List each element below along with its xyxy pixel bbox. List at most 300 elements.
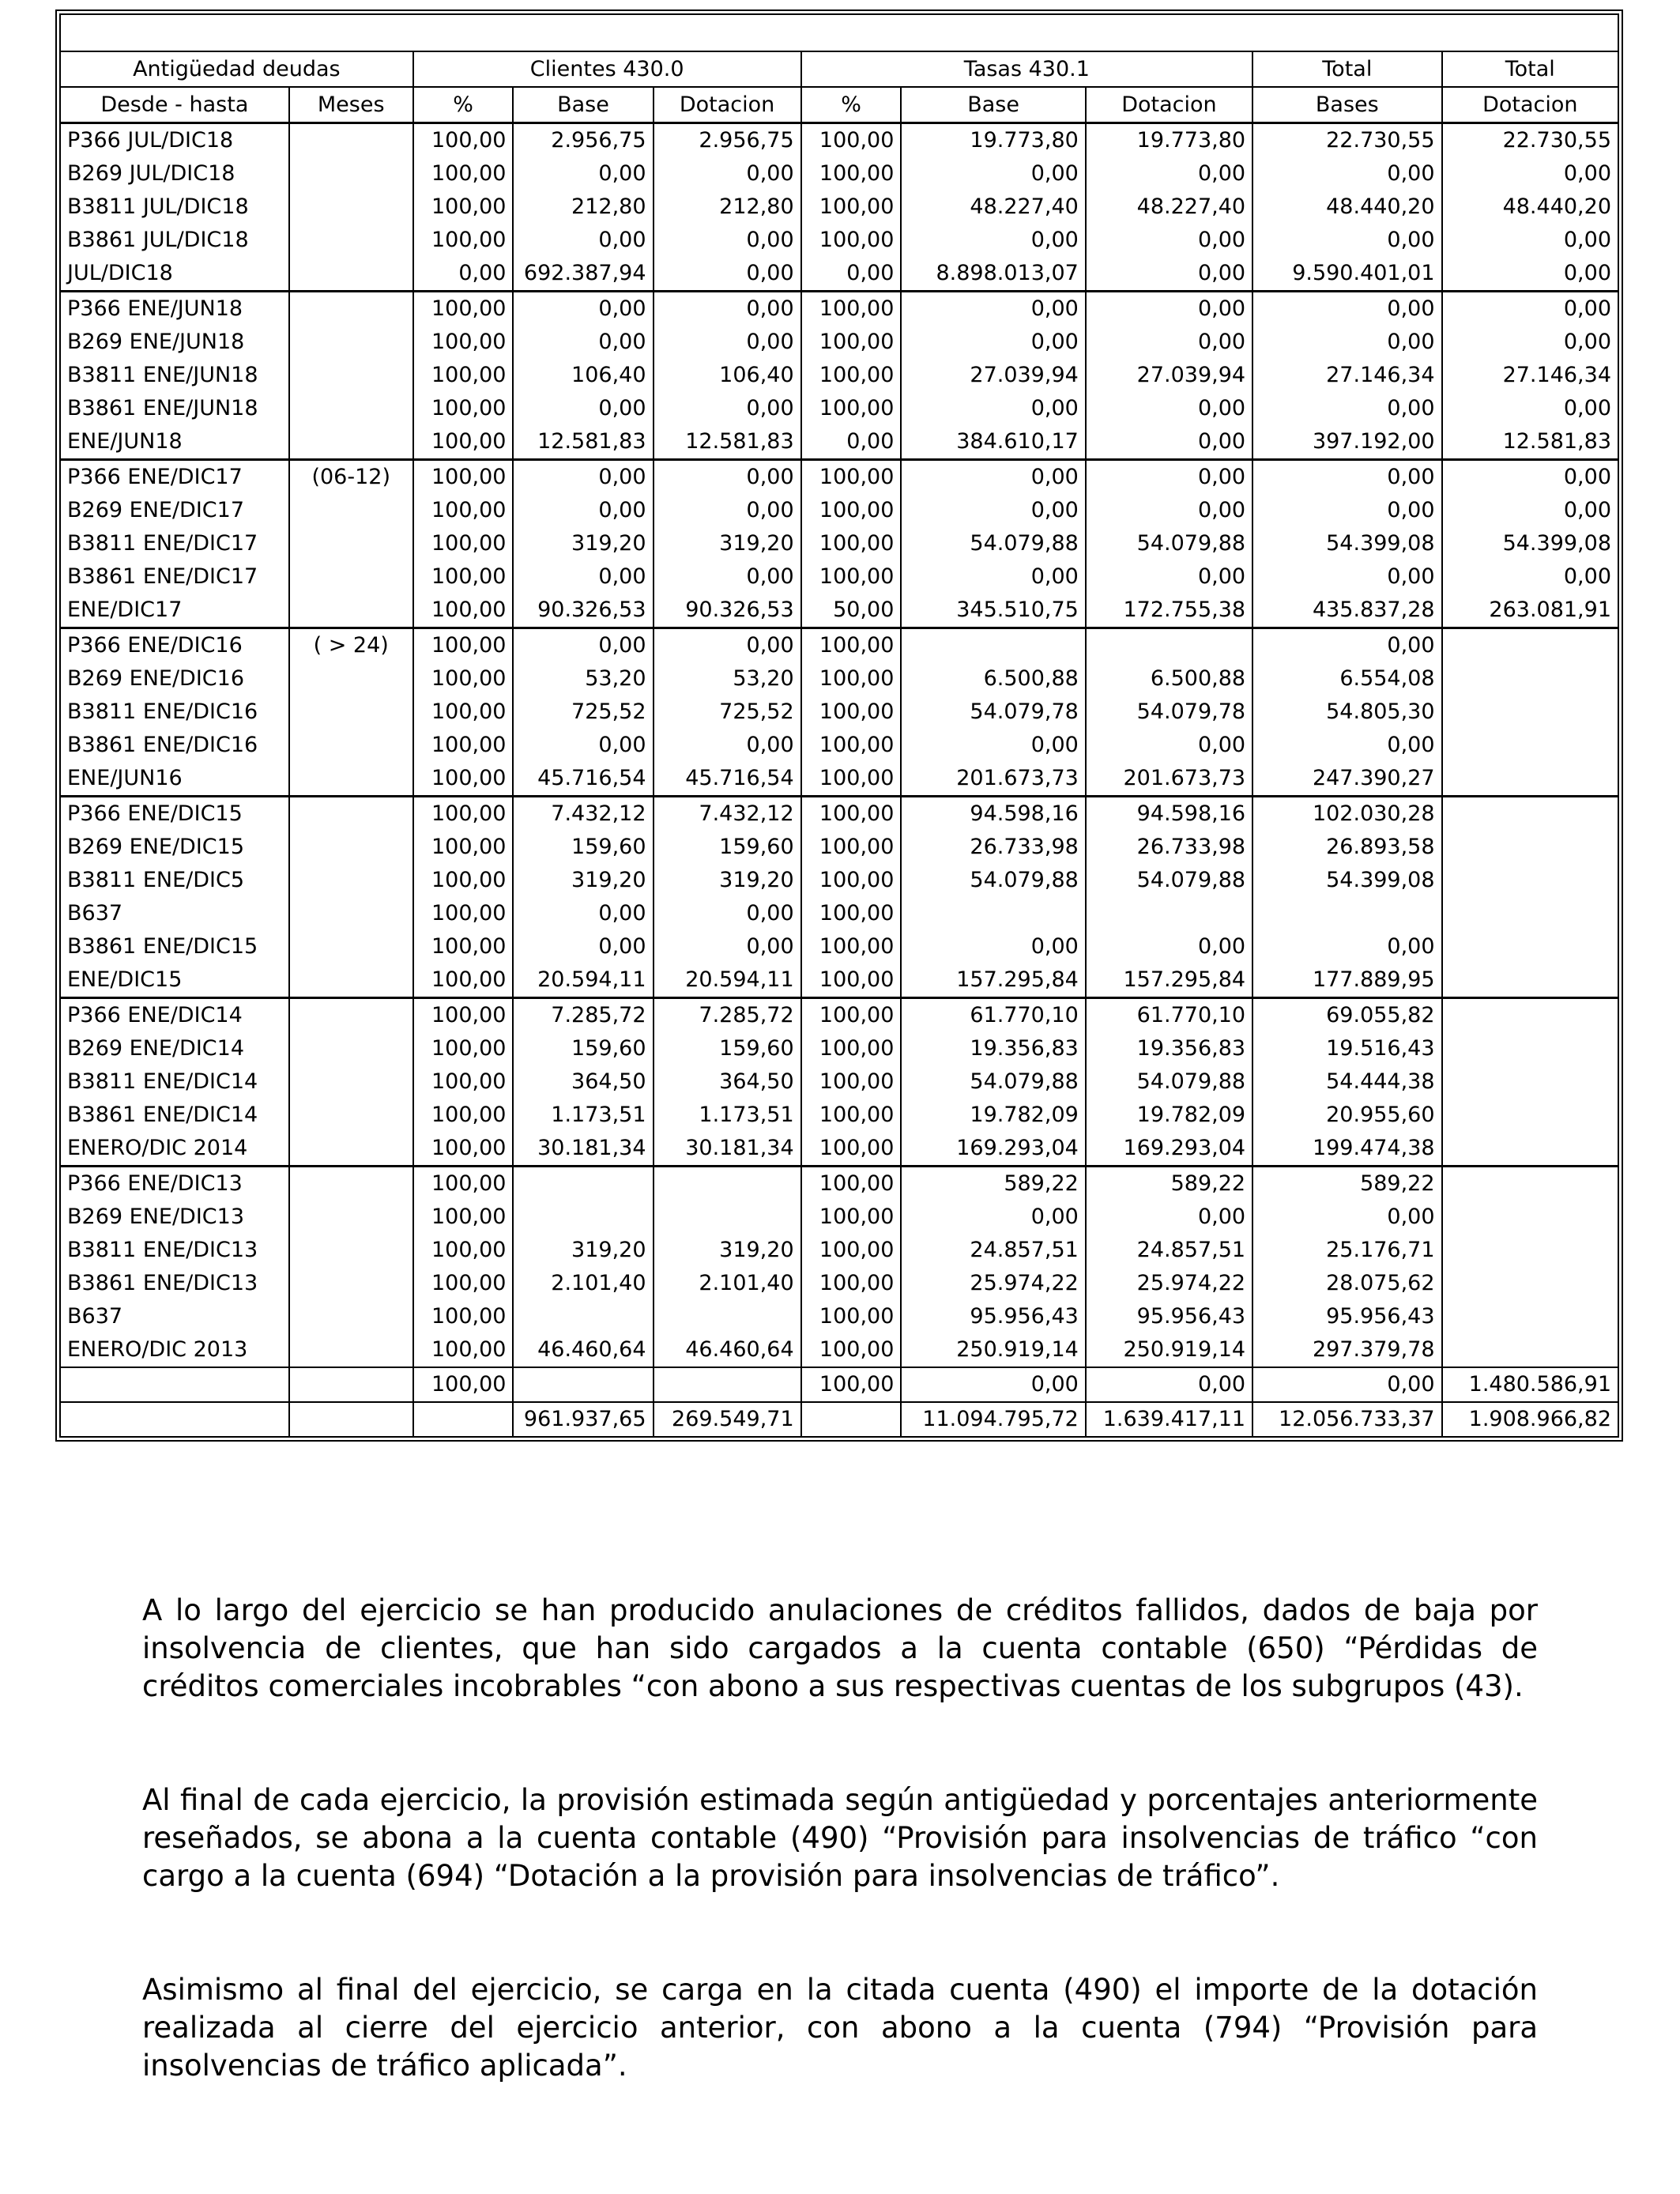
cell-desde-hasta: ENERO/DIC 2014 [60, 1132, 289, 1167]
cell-tasas-base: 589,22 [901, 1167, 1085, 1201]
cell-clientes-base [513, 1300, 653, 1333]
cell-total-dotacion [1442, 897, 1618, 930]
cell-tasas-dotacion: 19.782,09 [1086, 1099, 1252, 1132]
table-row [60, 359, 1618, 392]
total-row [60, 1402, 1618, 1437]
cell-total-dotacion: 54.399,08 [1442, 527, 1618, 560]
cell-tasas-base: 0,00 [901, 560, 1085, 594]
cell-desde-hasta: P366 ENE/DIC14 [60, 998, 289, 1033]
cell-clientes-base: 1.173,51 [513, 1099, 653, 1132]
cell-clientes-dotacion: 46.460,64 [654, 1333, 801, 1367]
cell-desde-hasta: B637 [60, 897, 289, 930]
header-total-bases: Total [1252, 51, 1441, 87]
cell-clientes-base: 212,80 [513, 190, 653, 224]
cell-tasas-dotacion: 0,00 [1086, 157, 1252, 190]
table-row [60, 123, 1618, 158]
cell-clientes-pct: 100,00 [413, 359, 514, 392]
cell-total-bases: 0,00 [1252, 224, 1441, 257]
cell-total-dotacion: 263.081,91 [1442, 594, 1618, 628]
debt-aging-table-frame [55, 9, 1623, 1442]
cell-clientes-dotacion: 0,00 [654, 326, 801, 359]
cell-tasas-base: 54.079,88 [901, 527, 1085, 560]
cell-meses [289, 123, 413, 158]
cell-desde-hasta: B269 JUL/DIC18 [60, 157, 289, 190]
cell-meses [289, 797, 413, 831]
table-row [60, 1132, 1618, 1167]
cell-tasas-dotacion: 24.857,51 [1086, 1234, 1252, 1267]
cell-tasas-base: 0,00 [901, 1367, 1085, 1402]
cell-total-dotacion [1442, 998, 1618, 1033]
cell-tasas-pct: 100,00 [801, 662, 902, 696]
cell-tasas-base: 19.356,83 [901, 1032, 1085, 1065]
cell-total-dotacion [1442, 864, 1618, 897]
cell-tasas-base: 0,00 [901, 1201, 1085, 1234]
table-row [60, 1099, 1618, 1132]
cell-clientes-base: 364,50 [513, 1065, 653, 1099]
cell-meses [289, 157, 413, 190]
cell-total-dotacion: 0,00 [1442, 460, 1618, 495]
cell-total-bases: 177.889,95 [1252, 963, 1441, 998]
cell-total-dotacion [1442, 729, 1618, 762]
cell-tasas-base: 24.857,51 [901, 1234, 1085, 1267]
cell-tasas-pct: 100,00 [801, 729, 902, 762]
cell-meses [289, 1367, 413, 1402]
table-row [60, 1333, 1618, 1367]
cell-meses [289, 1267, 413, 1300]
cell-tasas-pct: 100,00 [801, 224, 902, 257]
cell-clientes-dotacion: 12.581,83 [654, 425, 801, 460]
cell-clientes-pct: 100,00 [413, 1333, 514, 1367]
cell-tasas-pct: 0,00 [801, 425, 902, 460]
cell-meses [289, 1132, 413, 1167]
cell-total-dotacion [1442, 963, 1618, 998]
cell-meses [289, 224, 413, 257]
cell-tasas-dotacion: 0,00 [1086, 224, 1252, 257]
cell-tasas-pct: 100,00 [801, 157, 902, 190]
cell-total-bases: 28.075,62 [1252, 1267, 1441, 1300]
cell-clientes-pct: 100,00 [413, 190, 514, 224]
cell-meses [289, 292, 413, 326]
cell-tasas-pct: 100,00 [801, 359, 902, 392]
table-row [60, 257, 1618, 292]
cell-total-bases: 0,00 [1252, 628, 1441, 663]
cell-tasas-dotacion: 61.770,10 [1086, 998, 1252, 1033]
cell-tasas-pct: 100,00 [801, 392, 902, 425]
cell-desde-hasta: ENE/JUN18 [60, 425, 289, 460]
cell-desde-hasta: B3811 JUL/DIC18 [60, 190, 289, 224]
table-row [60, 662, 1618, 696]
cell-total-bases: 297.379,78 [1252, 1333, 1441, 1367]
cell-clientes-dotacion: 106,40 [654, 359, 801, 392]
cell-desde-hasta: B3861 JUL/DIC18 [60, 224, 289, 257]
cell-meses [289, 425, 413, 460]
cell-clientes-pct: 100,00 [413, 1300, 514, 1333]
cell-total-dotacion [1442, 1032, 1618, 1065]
cell-meses [289, 662, 413, 696]
cell-clientes-base: 159,60 [513, 831, 653, 864]
cell-total-dotacion [1442, 1267, 1618, 1300]
cell-clientes-dotacion: 319,20 [654, 527, 801, 560]
cell-total-bases: 12.056.733,37 [1252, 1402, 1441, 1437]
cell-tasas-pct: 100,00 [801, 897, 902, 930]
cell-meses [289, 190, 413, 224]
cell-meses [289, 762, 413, 797]
cell-total-bases: 0,00 [1252, 326, 1441, 359]
cell-meses [289, 696, 413, 729]
cell-clientes-pct: 100,00 [413, 930, 514, 963]
cell-total-bases: 102.030,28 [1252, 797, 1441, 831]
cell-clientes-dotacion: 90.326,53 [654, 594, 801, 628]
cell-clientes-dotacion: 0,00 [654, 897, 801, 930]
cell-clientes-base: 0,00 [513, 392, 653, 425]
cell-tasas-base: 26.733,98 [901, 831, 1085, 864]
cell-clientes-dotacion: 20.594,11 [654, 963, 801, 998]
cell-meses [289, 930, 413, 963]
header-tasas-base: Base [901, 87, 1085, 123]
cell-tasas-dotacion: 0,00 [1086, 930, 1252, 963]
cell-meses [289, 494, 413, 527]
cell-clientes-dotacion: 0,00 [654, 729, 801, 762]
table-row [60, 1032, 1618, 1065]
cell-tasas-pct: 100,00 [801, 998, 902, 1033]
cell-tasas-base: 201.673,73 [901, 762, 1085, 797]
header-row-1 [60, 51, 1618, 87]
cell-tasas-base: 0,00 [901, 292, 1085, 326]
header-tasas: Tasas 430.1 [801, 51, 1252, 87]
cell-meses [289, 1300, 413, 1333]
cell-tasas-dotacion: 54.079,88 [1086, 527, 1252, 560]
cell-tasas-dotacion: 157.295,84 [1086, 963, 1252, 998]
cell-clientes-base: 106,40 [513, 359, 653, 392]
cell-meses [289, 963, 413, 998]
cell-tasas-pct: 100,00 [801, 326, 902, 359]
cell-tasas-dotacion: 1.639.417,11 [1086, 1402, 1252, 1437]
cell-total-bases: 0,00 [1252, 157, 1441, 190]
cell-clientes-pct: 100,00 [413, 123, 514, 158]
table-row [60, 594, 1618, 628]
cell-clientes-pct: 100,00 [413, 494, 514, 527]
cell-tasas-dotacion: 0,00 [1086, 560, 1252, 594]
header-dotacion: Dotacion [1442, 87, 1618, 123]
table-row [60, 1267, 1618, 1300]
cell-meses [289, 594, 413, 628]
header-tasas-pct: % [801, 87, 902, 123]
cell-desde-hasta: B3811 ENE/DIC5 [60, 864, 289, 897]
table-row [60, 762, 1618, 797]
cell-desde-hasta: B637 [60, 1300, 289, 1333]
cell-tasas-dotacion: 19.356,83 [1086, 1032, 1252, 1065]
cell-meses [289, 359, 413, 392]
cell-clientes-base: 12.581,83 [513, 425, 653, 460]
table-row [60, 864, 1618, 897]
cell-tasas-pct: 100,00 [801, 930, 902, 963]
cell-tasas-dotacion: 0,00 [1086, 494, 1252, 527]
cell-tasas-dotacion: 589,22 [1086, 1167, 1252, 1201]
cell-clientes-base: 0,00 [513, 326, 653, 359]
cell-tasas-base: 250.919,14 [901, 1333, 1085, 1367]
cell-desde-hasta: P366 ENE/DIC15 [60, 797, 289, 831]
cell-tasas-base: 169.293,04 [901, 1132, 1085, 1167]
cell-clientes-base: 7.432,12 [513, 797, 653, 831]
cell-total-dotacion: 1.480.586,91 [1442, 1367, 1618, 1402]
cell-tasas-base: 54.079,78 [901, 696, 1085, 729]
cell-clientes-dotacion: 0,00 [654, 257, 801, 292]
cell-clientes-dotacion: 1.173,51 [654, 1099, 801, 1132]
cell-meses: ( > 24) [289, 628, 413, 663]
cell-tasas-dotacion: 25.974,22 [1086, 1267, 1252, 1300]
cell-clientes-base: 0,00 [513, 460, 653, 495]
cell-total-bases: 589,22 [1252, 1167, 1441, 1201]
table-row [60, 831, 1618, 864]
table-row [60, 326, 1618, 359]
table-body [60, 14, 1618, 1437]
cell-clientes-base: 2.101,40 [513, 1267, 653, 1300]
cell-total-bases: 0,00 [1252, 392, 1441, 425]
table-row [60, 392, 1618, 425]
table-row [60, 1201, 1618, 1234]
cell-total-bases: 0,00 [1252, 1367, 1441, 1402]
cell-tasas-pct: 100,00 [801, 1234, 902, 1267]
cell-clientes-base: 2.956,75 [513, 123, 653, 158]
cell-tasas-pct: 100,00 [801, 1167, 902, 1201]
cell-clientes-pct: 100,00 [413, 1132, 514, 1167]
cell-tasas-pct: 100,00 [801, 292, 902, 326]
cell-total-bases: 54.805,30 [1252, 696, 1441, 729]
cell-meses [289, 1167, 413, 1201]
cell-tasas-base [901, 628, 1085, 663]
cell-meses [289, 1065, 413, 1099]
cell-desde-hasta: P366 ENE/DIC13 [60, 1167, 289, 1201]
cell-tasas-dotacion: 0,00 [1086, 392, 1252, 425]
total-row [60, 1367, 1618, 1402]
table-title-row [60, 14, 1618, 51]
cell-clientes-base: 0,00 [513, 292, 653, 326]
cell-tasas-dotacion: 94.598,16 [1086, 797, 1252, 831]
cell-total-dotacion [1442, 1201, 1618, 1234]
cell-meses [289, 326, 413, 359]
cell-tasas-dotacion: 48.227,40 [1086, 190, 1252, 224]
cell-tasas-base: 11.094.795,72 [901, 1402, 1085, 1437]
cell-tasas-dotacion: 6.500,88 [1086, 662, 1252, 696]
cell-tasas-pct: 100,00 [801, 1267, 902, 1300]
cell-desde-hasta: B3811 ENE/DIC17 [60, 527, 289, 560]
cell-tasas-dotacion: 201.673,73 [1086, 762, 1252, 797]
cell-tasas-pct: 100,00 [801, 1367, 902, 1402]
table-row [60, 1065, 1618, 1099]
table-row [60, 930, 1618, 963]
cell-total-dotacion: 0,00 [1442, 257, 1618, 292]
cell-tasas-pct: 100,00 [801, 1099, 902, 1132]
cell-tasas-dotacion: 27.039,94 [1086, 359, 1252, 392]
cell-tasas-dotacion: 54.079,88 [1086, 1065, 1252, 1099]
cell-clientes-pct: 0,00 [413, 257, 514, 292]
cell-total-dotacion [1442, 797, 1618, 831]
cell-tasas-base: 157.295,84 [901, 963, 1085, 998]
cell-total-dotacion [1442, 1065, 1618, 1099]
cell-desde-hasta: P366 ENE/DIC16 [60, 628, 289, 663]
header-clientes: Clientes 430.0 [413, 51, 801, 87]
cell-meses [289, 998, 413, 1033]
cell-total-dotacion: 0,00 [1442, 494, 1618, 527]
cell-clientes-dotacion: 319,20 [654, 1234, 801, 1267]
cell-clientes-pct: 100,00 [413, 628, 514, 663]
cell-clientes-base: 692.387,94 [513, 257, 653, 292]
cell-total-bases: 27.146,34 [1252, 359, 1441, 392]
cell-tasas-pct: 100,00 [801, 864, 902, 897]
cell-clientes-base: 20.594,11 [513, 963, 653, 998]
cell-tasas-pct: 100,00 [801, 628, 902, 663]
cell-clientes-dotacion: 30.181,34 [654, 1132, 801, 1167]
cell-tasas-dotacion: 250.919,14 [1086, 1333, 1252, 1367]
cell-tasas-pct: 100,00 [801, 1333, 902, 1367]
cell-clientes-dotacion: 319,20 [654, 864, 801, 897]
cell-tasas-dotacion: 172.755,38 [1086, 594, 1252, 628]
cell-tasas-base: 384.610,17 [901, 425, 1085, 460]
cell-total-dotacion [1442, 696, 1618, 729]
cell-clientes-base: 0,00 [513, 897, 653, 930]
cell-tasas-base: 54.079,88 [901, 864, 1085, 897]
cell-clientes-pct: 100,00 [413, 1032, 514, 1065]
cell-total-dotacion [1442, 1300, 1618, 1333]
cell-total-dotacion [1442, 1167, 1618, 1201]
cell-meses [289, 1234, 413, 1267]
cell-clientes-base: 319,20 [513, 1234, 653, 1267]
cell-desde-hasta: JUL/DIC18 [60, 257, 289, 292]
cell-clientes-pct: 100,00 [413, 729, 514, 762]
cell-clientes-pct: 100,00 [413, 762, 514, 797]
cell-total-bases: 435.837,28 [1252, 594, 1441, 628]
cell-total-bases [1252, 897, 1441, 930]
cell-clientes-pct: 100,00 [413, 1367, 514, 1402]
cell-clientes-pct: 100,00 [413, 864, 514, 897]
cell-total-dotacion: 12.581,83 [1442, 425, 1618, 460]
cell-tasas-pct [801, 1402, 902, 1437]
cell-clientes-pct: 100,00 [413, 1234, 514, 1267]
cell-clientes-pct: 100,00 [413, 998, 514, 1033]
cell-clientes-dotacion: 0,00 [654, 292, 801, 326]
cell-clientes-pct: 100,00 [413, 560, 514, 594]
cell-total-bases: 25.176,71 [1252, 1234, 1441, 1267]
header-clientes-dotacion: Dotacion [654, 87, 801, 123]
cell-clientes-dotacion: 0,00 [654, 560, 801, 594]
cell-clientes-base: 319,20 [513, 864, 653, 897]
cell-tasas-base: 19.773,80 [901, 123, 1085, 158]
cell-tasas-pct: 50,00 [801, 594, 902, 628]
cell-total-dotacion: 0,00 [1442, 326, 1618, 359]
cell-desde-hasta: B269 ENE/DIC16 [60, 662, 289, 696]
cell-clientes-base: 0,00 [513, 560, 653, 594]
cell-tasas-pct: 100,00 [801, 123, 902, 158]
cell-tasas-pct: 100,00 [801, 1201, 902, 1234]
cell-tasas-pct: 0,00 [801, 257, 902, 292]
table-row [60, 998, 1618, 1033]
cell-clientes-dotacion [654, 1367, 801, 1402]
cell-tasas-base: 48.227,40 [901, 190, 1085, 224]
cell-desde-hasta: B3861 ENE/DIC13 [60, 1267, 289, 1300]
cell-total-dotacion: 22.730,55 [1442, 123, 1618, 158]
header-bases: Bases [1252, 87, 1441, 123]
table-row [60, 897, 1618, 930]
cell-clientes-base [513, 1167, 653, 1201]
cell-total-dotacion [1442, 1099, 1618, 1132]
paragraph-dotacion-anterior: Asimismo al final del ejercicio, se carga en la citada cuenta (490) el importe de la dotación realizada al cierre del ejercicio anterior, con abono a la cuenta (794) “Provisión para insolvencias de tráfico aplicada”. [142, 1973, 1538, 2083]
cell-tasas-pct: 100,00 [801, 560, 902, 594]
cell-tasas-dotacion: 54.079,88 [1086, 864, 1252, 897]
cell-tasas-base: 0,00 [901, 460, 1085, 495]
table-row [60, 797, 1618, 831]
cell-clientes-dotacion: 2.956,75 [654, 123, 801, 158]
cell-desde-hasta [60, 1367, 289, 1402]
cell-clientes-pct: 100,00 [413, 1167, 514, 1201]
cell-total-dotacion [1442, 762, 1618, 797]
cell-clientes-base: 961.937,65 [513, 1402, 653, 1437]
cell-tasas-dotacion: 0,00 [1086, 257, 1252, 292]
debt-aging-table [59, 13, 1619, 1438]
cell-meses [289, 1099, 413, 1132]
cell-desde-hasta: B3811 ENE/DIC14 [60, 1065, 289, 1099]
cell-desde-hasta: B3811 ENE/DIC13 [60, 1234, 289, 1267]
cell-desde-hasta: B3861 ENE/DIC16 [60, 729, 289, 762]
cell-total-dotacion: 0,00 [1442, 157, 1618, 190]
cell-total-bases: 0,00 [1252, 930, 1441, 963]
cell-clientes-pct: 100,00 [413, 1065, 514, 1099]
table-row [60, 1300, 1618, 1333]
cell-total-dotacion [1442, 831, 1618, 864]
cell-clientes-dotacion: 0,00 [654, 392, 801, 425]
cell-clientes-pct: 100,00 [413, 527, 514, 560]
table-row [60, 190, 1618, 224]
cell-tasas-dotacion [1086, 897, 1252, 930]
cell-total-bases: 6.554,08 [1252, 662, 1441, 696]
cell-desde-hasta: B269 ENE/DIC14 [60, 1032, 289, 1065]
cell-total-dotacion: 48.440,20 [1442, 190, 1618, 224]
cell-meses [289, 392, 413, 425]
cell-tasas-dotacion: 0,00 [1086, 326, 1252, 359]
cell-tasas-pct: 100,00 [801, 527, 902, 560]
cell-tasas-dotacion: 0,00 [1086, 425, 1252, 460]
cell-clientes-base: 46.460,64 [513, 1333, 653, 1367]
cell-clientes-dotacion [654, 1201, 801, 1234]
cell-tasas-pct: 100,00 [801, 190, 902, 224]
cell-tasas-base: 6.500,88 [901, 662, 1085, 696]
cell-tasas-pct: 100,00 [801, 1065, 902, 1099]
cell-tasas-dotacion: 0,00 [1086, 1367, 1252, 1402]
cell-tasas-base: 95.956,43 [901, 1300, 1085, 1333]
cell-clientes-pct: 100,00 [413, 1099, 514, 1132]
header-tasas-dotacion: Dotacion [1086, 87, 1252, 123]
cell-desde-hasta: B269 ENE/JUN18 [60, 326, 289, 359]
cell-meses [289, 729, 413, 762]
cell-clientes-base: 0,00 [513, 729, 653, 762]
cell-total-bases: 0,00 [1252, 729, 1441, 762]
cell-total-dotacion [1442, 1333, 1618, 1367]
cell-clientes-base: 45.716,54 [513, 762, 653, 797]
cell-clientes-base: 90.326,53 [513, 594, 653, 628]
table-row [60, 1167, 1618, 1201]
table-row [60, 292, 1618, 326]
paragraph-provision-estimada: Al final de cada ejercicio, la provisión estimada según antigüedad y porcentajes anteriormente reseñados, se abona a la cuenta contable (490) “Provisión para insolvencias de tráfico “con cargo a la cuenta (694) “Dotación a la provisión para insolvencias de tráfico”. [142, 1783, 1538, 1893]
cell-clientes-pct: 100,00 [413, 1267, 514, 1300]
cell-meses [289, 1402, 413, 1437]
cell-tasas-base: 94.598,16 [901, 797, 1085, 831]
cell-tasas-base: 0,00 [901, 326, 1085, 359]
cell-meses [289, 560, 413, 594]
cell-clientes-pct: 100,00 [413, 425, 514, 460]
cell-tasas-base: 27.039,94 [901, 359, 1085, 392]
cell-total-bases: 20.955,60 [1252, 1099, 1441, 1132]
cell-clientes-base: 725,52 [513, 696, 653, 729]
table-row [60, 560, 1618, 594]
